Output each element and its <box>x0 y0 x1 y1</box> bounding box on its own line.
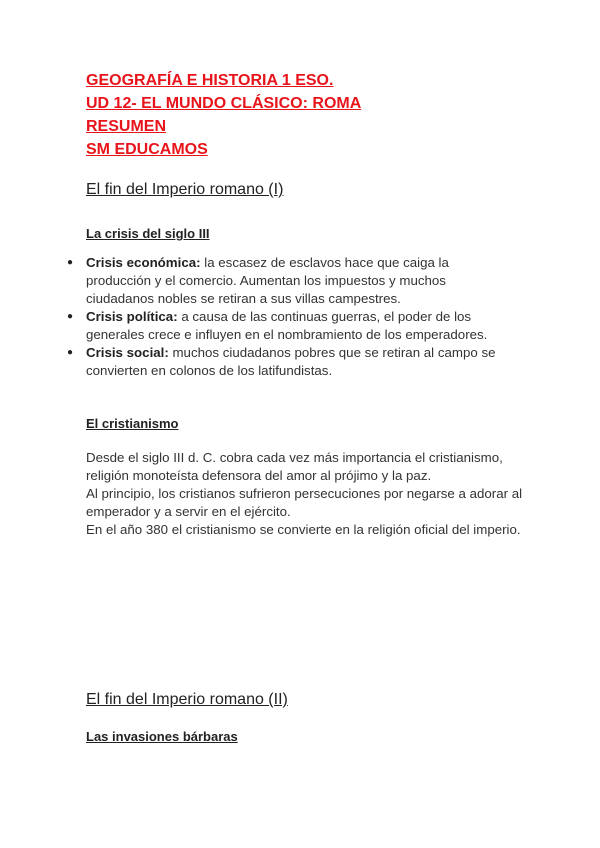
item-label: Crisis social: <box>86 345 169 360</box>
bullet-icon: ● <box>67 347 74 358</box>
bullet-icon: ● <box>67 311 74 322</box>
subsection-title-invasiones: Las invasiones bárbaras <box>86 729 238 744</box>
item-text: la escasez de esclavos hace que caiga la producción y el comercio. Aumentan los impuestos y muchos ciudadanos nobles se retiran a sus villas campestres. <box>86 255 449 306</box>
section-title-fin-imperio-1: El fin del Imperio romano (I) <box>86 181 284 198</box>
list-item <box>67 254 516 308</box>
paragraph: En el año 380 el cristianismo se convierte en la religión oficial del imperio. <box>86 522 521 537</box>
item-text: a causa de las continuas guerras, el poder de los generales crece e influyen en el nombramiento de los emperadores. <box>86 309 488 342</box>
list-item <box>67 344 516 380</box>
crisis-list <box>67 254 516 380</box>
item-label: Crisis económica: <box>86 255 201 270</box>
document-header <box>86 69 361 161</box>
subsection-title-cristianismo: El cristianismo <box>86 416 179 431</box>
paragraph: Desde el siglo III d. C. cobra cada vez más importancia el cristianismo, religión monoteísta defensora del amor al prójimo y la paz. <box>86 450 503 483</box>
bullet-icon: ● <box>67 257 74 268</box>
header-line-subject: GEOGRAFÍA E HISTORIA 1 ESO. <box>86 72 334 89</box>
section-title-fin-imperio-2: El fin del Imperio romano (II) <box>86 691 288 708</box>
item-text: muchos ciudadanos pobres que se retiran al campo se convierten en colonos de los latifundistas. <box>86 345 496 378</box>
paragraph: Al principio, los cristianos sufrieron persecuciones por negarse a adorar al emperador y a servir en el ejército. <box>86 486 523 519</box>
subsection-title-crisis: La crisis del siglo III <box>86 226 210 241</box>
list-item <box>67 308 516 344</box>
header-line-publisher: SM EDUCAMOS <box>86 141 208 158</box>
item-label: Crisis política: <box>86 309 178 324</box>
cristianismo-text <box>86 449 526 539</box>
header-line-summary: RESUMEN <box>86 118 167 135</box>
header-line-unit: UD 12- EL MUNDO CLÁSICO: ROMA <box>86 95 362 112</box>
